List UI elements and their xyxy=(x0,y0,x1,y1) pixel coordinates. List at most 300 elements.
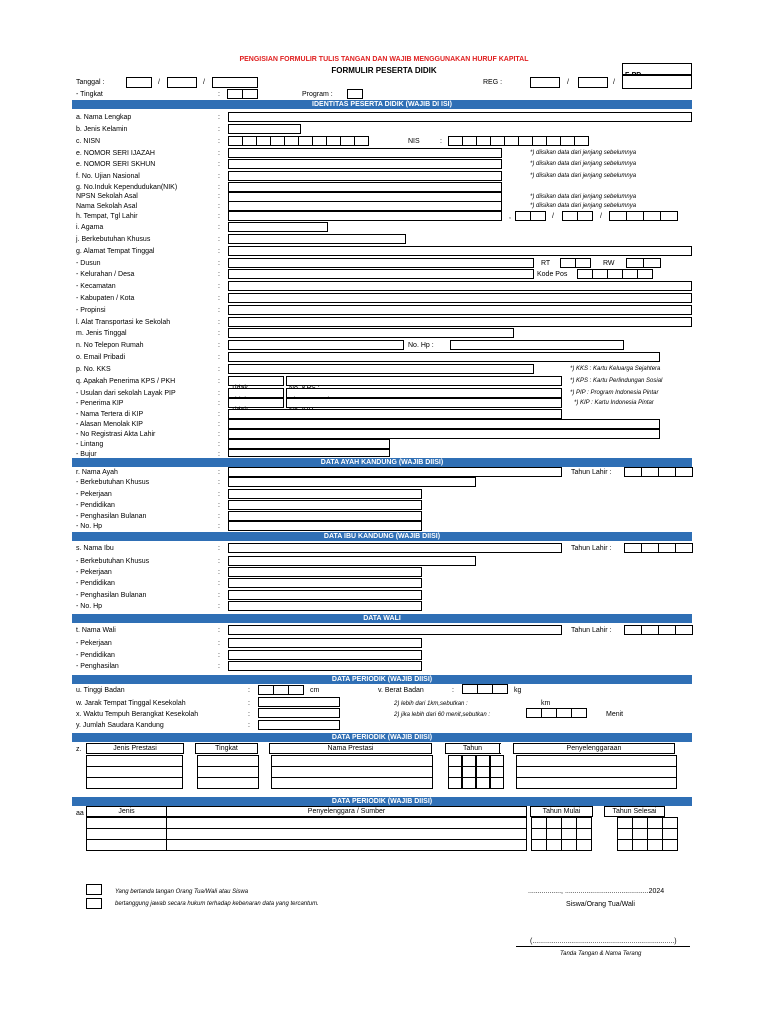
kecamatan-input[interactable] xyxy=(228,281,692,291)
tinggi-input-2[interactable] xyxy=(273,685,289,695)
ibu-label: - Penghasilan Bulanan xyxy=(76,592,147,599)
identitas-label: Nama Sekolah Asal xyxy=(76,203,138,210)
slash: / xyxy=(613,79,615,86)
kodepos-row-cell[interactable] xyxy=(622,269,638,279)
kodepos-label: Kode Pos xyxy=(537,271,568,278)
colon: : xyxy=(218,451,220,458)
nohp-label: No. Hp : xyxy=(408,342,434,349)
section-ibu: DATA IBU KANDUNG (WAJIB DIISI) xyxy=(72,532,692,541)
rw-label: RW xyxy=(603,260,615,267)
note-pip: *) PIP : Program Indonesia Pintar xyxy=(570,390,659,396)
colon: : xyxy=(218,161,220,168)
tanggal-year-input[interactable] xyxy=(212,77,258,88)
propinsi-input[interactable] xyxy=(228,305,692,315)
colon: : xyxy=(218,354,220,361)
colon: : xyxy=(248,722,250,729)
beasiswa-cell[interactable] xyxy=(632,839,648,851)
nis-row-cell[interactable] xyxy=(490,136,505,146)
nisn-row-cell[interactable] xyxy=(298,136,313,146)
nisn-input[interactable] xyxy=(228,136,368,146)
kip-option[interactable] xyxy=(228,398,284,408)
prestasi-cell[interactable] xyxy=(448,777,462,789)
colon: : xyxy=(440,138,442,145)
nama-ibu-input[interactable] xyxy=(228,543,562,553)
form-code-field[interactable] xyxy=(622,75,692,89)
comma: , xyxy=(509,213,511,220)
colon: : xyxy=(218,330,220,337)
nama-lengkap-input[interactable] xyxy=(228,112,692,122)
colon: : xyxy=(218,236,220,243)
reg-input-1[interactable] xyxy=(530,77,560,88)
identitas-label: - Bujur xyxy=(76,451,97,458)
alasan-menolak-input[interactable] xyxy=(228,419,660,429)
wali-label: t. Nama Wali xyxy=(76,627,116,634)
ibu-label: s. Nama Ibu xyxy=(76,545,114,552)
colon: : xyxy=(218,431,220,438)
note-diisi-5: *) diisikan data dari jenjang sebelumnya xyxy=(530,203,637,209)
identitas-label: - Dusun xyxy=(76,260,101,267)
colon: : xyxy=(218,390,220,397)
colon: : xyxy=(218,640,220,647)
ayah-label: r. Nama Ayah xyxy=(76,469,118,476)
wali-label: - Penghasilan xyxy=(76,663,119,670)
beasiswa-header-penyelenggara: Penyelenggara / Sumber xyxy=(167,807,527,817)
alamat-input[interactable] xyxy=(228,246,692,256)
thn-lahir-3[interactable] xyxy=(643,211,661,221)
prestasi-cell[interactable] xyxy=(476,777,490,789)
beasiswa-cell[interactable] xyxy=(166,839,527,851)
prestasi-header-nama: Nama Prestasi xyxy=(270,744,432,754)
identitas-label: p. No. KKS xyxy=(76,366,111,373)
signer-label: Siswa/Orang Tua/Wali xyxy=(566,901,635,908)
nis-row-cell[interactable] xyxy=(546,136,561,146)
colon: : xyxy=(218,411,220,418)
skhun-input[interactable] xyxy=(228,159,502,169)
hp-ibu-input[interactable] xyxy=(228,601,422,611)
tinggi-input-1[interactable] xyxy=(258,685,274,695)
tingkat-label: - Tingkat xyxy=(76,91,103,98)
thn-ayah-4[interactable] xyxy=(675,467,693,477)
nohp-input[interactable] xyxy=(450,340,624,350)
nokps-input[interactable] xyxy=(286,376,562,386)
identitas-label: - Nama Tertera di KIP xyxy=(76,411,144,418)
bln-lahir-2[interactable] xyxy=(577,211,593,221)
colon: : xyxy=(248,700,250,707)
slash: / xyxy=(158,79,160,86)
thn-ayah-1[interactable] xyxy=(624,467,642,477)
alasan-layak-input[interactable] xyxy=(286,388,562,398)
nis-row-cell[interactable] xyxy=(448,136,463,146)
signature-name: (.........................................................................) xyxy=(530,938,677,945)
nis-row-cell[interactable] xyxy=(476,136,491,146)
note-diisi-4: *) diisikan data dari jenjang sebelumnya xyxy=(530,194,637,200)
waktu-note: 2) jika lebih dari 60 menit,sebutkan : xyxy=(394,712,491,718)
dusun-input[interactable] xyxy=(228,258,534,268)
colon: : xyxy=(218,213,220,220)
beasiswa-cell[interactable] xyxy=(546,839,562,851)
colon: : xyxy=(218,400,220,407)
section-periodik-3: DATA PERIODIK (WAJIB DIISI) xyxy=(72,797,692,806)
beasiswa-cell[interactable] xyxy=(86,839,167,851)
thn-lahir-4[interactable] xyxy=(660,211,678,221)
reg-input-2[interactable] xyxy=(578,77,608,88)
thn-lahir-2[interactable] xyxy=(626,211,644,221)
slash: / xyxy=(600,213,602,220)
beasiswa-cell[interactable] xyxy=(647,839,663,851)
colon: : xyxy=(218,421,220,428)
tgl-lahir-1[interactable] xyxy=(515,211,531,221)
nisn-row-cell[interactable] xyxy=(326,136,341,146)
rw-input-1[interactable] xyxy=(626,258,644,268)
sign-date: ................., ...........................................2024 xyxy=(528,888,665,895)
identitas-label: - No Registrasi Akta Lahir xyxy=(76,431,156,438)
kodepos-row-cell[interactable] xyxy=(577,269,593,279)
colon: : xyxy=(218,126,220,133)
saudara-label: y. Jumlah Saudara Kandung xyxy=(76,722,164,729)
prestasi-cell[interactable] xyxy=(86,777,183,789)
penghasilan-ibu-input[interactable] xyxy=(228,590,422,600)
section-wali: DATA WALI xyxy=(72,614,692,623)
form-code-box xyxy=(622,63,692,75)
pekerjaan-wali-input[interactable] xyxy=(228,638,422,648)
ibu-label: - Pekerjaan xyxy=(76,569,112,576)
colon: : xyxy=(218,114,220,121)
identitas-label: - Kabupaten / Kota xyxy=(76,295,135,302)
kodepos-row-cell[interactable] xyxy=(637,269,653,279)
colon: : xyxy=(218,224,220,231)
nis-label: NIS xyxy=(408,138,420,145)
identitas-label: j. Berkebutuhan Khusus xyxy=(76,236,151,243)
jarak-label: w. Jarak Tempat Tinggal Kesekolah xyxy=(76,700,186,707)
tingkat-input-1[interactable] xyxy=(227,89,243,99)
pekerjaan-ibu-input[interactable] xyxy=(228,567,422,577)
berat-input-2[interactable] xyxy=(477,684,493,694)
colon: : xyxy=(218,502,220,509)
bln-lahir-1[interactable] xyxy=(562,211,578,221)
colon: : xyxy=(218,138,220,145)
akta-input[interactable] xyxy=(228,429,660,439)
tanggal-label: Tanggal : xyxy=(76,79,105,86)
lintang-input[interactable] xyxy=(228,439,390,449)
colon: : xyxy=(452,687,454,694)
thn-ibu-4[interactable] xyxy=(675,543,693,553)
ayah-label: - Penghasilan Bulanan xyxy=(76,513,147,520)
bujur-input[interactable] xyxy=(228,449,390,457)
ibu-label: - Berkebutuhan Khusus xyxy=(76,558,150,565)
prestasi-header-penyelenggara: Penyelenggaraan xyxy=(514,744,675,754)
identitas-label: - Kecamatan xyxy=(76,283,116,290)
colon: : xyxy=(218,558,220,565)
thn-wali-2[interactable] xyxy=(641,625,659,635)
nis-row-cell[interactable] xyxy=(574,136,589,146)
colon: : xyxy=(218,663,220,670)
nisn-row-cell[interactable] xyxy=(340,136,355,146)
waktu-label: x. Waktu Tempuh Berangkat Kesekolah xyxy=(76,711,199,718)
beasiswa-header-mulai: Tahun Mulai xyxy=(531,807,593,817)
rt-label: RT xyxy=(541,260,551,267)
thn-ayah-2[interactable] xyxy=(641,467,659,477)
section-identitas: IDENTITAS PESERTA DIDIK (WAJIB DI ISI) xyxy=(72,100,692,109)
ayah-label: - Berkebutuhan Khusus xyxy=(76,479,150,486)
kg-label: kg xyxy=(514,687,522,694)
colon: : xyxy=(218,248,220,255)
section-periodik-1: DATA PERIODIK (WAJIB DIISI) xyxy=(72,675,692,684)
rt-input-2[interactable] xyxy=(575,258,591,268)
nokip-input[interactable] xyxy=(286,398,562,408)
prestasi-table xyxy=(86,743,675,754)
colon: : xyxy=(248,711,250,718)
thn-ibu-1[interactable] xyxy=(624,543,642,553)
thn-wali-3[interactable] xyxy=(658,625,676,635)
identitas-label: q. Apakah Penerima KPS / PKH xyxy=(76,378,176,385)
note-diisi-3: *) diisikan data dari jenjang sebelumnya xyxy=(530,173,637,179)
colon: : xyxy=(218,603,220,610)
identitas-label: NPSN Sekolah Asal xyxy=(76,193,138,200)
rt-input-1[interactable] xyxy=(560,258,576,268)
identitas-label: b. Jenis Kelamin xyxy=(76,126,128,133)
identitas-label: g. Alamat Tempat Tinggal xyxy=(76,248,155,255)
identitas-label: m. Jenis Tinggal xyxy=(76,330,127,337)
colon: : xyxy=(218,203,220,210)
menit-input-4[interactable] xyxy=(571,708,587,718)
ayah-label: - No. Hp xyxy=(76,523,103,530)
tinggi-input-3[interactable] xyxy=(288,685,304,695)
menit-input-3[interactable] xyxy=(556,708,572,718)
nisn-row-cell[interactable] xyxy=(270,136,285,146)
kps-option[interactable] xyxy=(228,376,284,386)
hp-ayah-input[interactable] xyxy=(228,521,422,531)
colon: : xyxy=(218,569,220,576)
ibu-label: - Pendidikan xyxy=(76,580,115,587)
program-input[interactable] xyxy=(347,89,363,99)
thn-wali-4[interactable] xyxy=(675,625,693,635)
nama-kip-input[interactable] xyxy=(228,409,562,419)
beasiswa-header-selesai: Tahun Selesai xyxy=(605,807,665,817)
beasiswa-cell[interactable] xyxy=(617,839,633,851)
tahun-lahir-ayah-label: Tahun Lahir : xyxy=(571,469,612,476)
identitas-label: o. Email Pribadi xyxy=(76,354,126,361)
colon: : xyxy=(218,319,220,326)
pendidikan-ibu-input[interactable] xyxy=(228,578,422,588)
berkebutuhan-ibu-input[interactable] xyxy=(228,556,476,566)
pip-option[interactable] xyxy=(228,388,284,398)
note-kip: *) KIP : Kartu Indonesia Pintar xyxy=(574,400,654,406)
program-label: Program : xyxy=(302,91,333,98)
nisn-row-cell[interactable] xyxy=(256,136,271,146)
nisn-row-cell[interactable] xyxy=(284,136,299,146)
prestasi-cell[interactable] xyxy=(462,777,476,789)
prestasi-header-jenis: Jenis Prestasi xyxy=(87,744,184,754)
identitas-label: - Lintang xyxy=(76,441,104,448)
nis-input[interactable] xyxy=(448,136,588,146)
colon: : xyxy=(218,469,220,476)
rw-input-2[interactable] xyxy=(643,258,661,268)
z-label: z. xyxy=(76,746,82,753)
form-instruction: PENGISIAN FORMULIR TULIS TANGAN DAN WAJIB MENGGUNAKAN HURUF KAPITAL xyxy=(239,56,529,63)
colon: : xyxy=(218,307,220,314)
colon: : xyxy=(218,295,220,302)
colon: : xyxy=(218,342,220,349)
thn-ayah-3[interactable] xyxy=(658,467,676,477)
menit-label: Menit xyxy=(606,711,624,718)
nama-ayah-input[interactable] xyxy=(228,467,562,477)
agree-checkbox-2[interactable] xyxy=(86,898,102,909)
tgl-lahir-2[interactable] xyxy=(530,211,546,221)
tanggal-month-input[interactable] xyxy=(167,77,197,88)
prestasi-cell[interactable] xyxy=(271,777,433,789)
thn-lahir-1[interactable] xyxy=(609,211,627,221)
kodepos-row-cell[interactable] xyxy=(607,269,623,279)
berkebutuhan-ayah-input[interactable] xyxy=(228,477,476,487)
ibu-label: - No. Hp xyxy=(76,603,103,610)
nisn-row-cell[interactable] xyxy=(312,136,327,146)
nisn-row-cell[interactable] xyxy=(242,136,257,146)
jarak-note: 2) lebih dari 1km,sebutkan : xyxy=(394,701,468,707)
transportasi-input[interactable] xyxy=(228,317,692,327)
form-title: FORMULIR PESERTA DIDIK xyxy=(331,66,437,75)
colon: : xyxy=(218,652,220,659)
email-input[interactable] xyxy=(228,352,660,362)
nis-row-cell[interactable] xyxy=(462,136,477,146)
nis-row-cell[interactable] xyxy=(504,136,519,146)
jenis-kelamin-input[interactable] xyxy=(228,124,301,134)
menit-input-2[interactable] xyxy=(541,708,557,718)
identitas-label: l. Alat Transportasi ke Sekolah xyxy=(76,319,171,326)
colon: : xyxy=(218,627,220,634)
signature-caption: Tanda Tangan & Nama Terang xyxy=(560,951,642,957)
colon: : xyxy=(248,687,250,694)
tempat-lahir-input[interactable] xyxy=(228,211,502,221)
identitas-label: i. Agama xyxy=(76,224,104,231)
note-kps: *) KPS : Kartu Perlindungan Sosial xyxy=(570,378,663,384)
pendidikan-ayah-input[interactable] xyxy=(228,500,422,510)
colon: : xyxy=(218,580,220,587)
colon: : xyxy=(218,173,220,180)
nama-wali-input[interactable] xyxy=(228,625,562,635)
tanggal-day-input[interactable] xyxy=(126,77,152,88)
pekerjaan-ayah-input[interactable] xyxy=(228,489,422,499)
colon: : xyxy=(218,184,220,191)
colon: : xyxy=(218,545,220,552)
prestasi-cell[interactable] xyxy=(490,777,504,789)
pendidikan-wali-input[interactable] xyxy=(228,650,422,660)
beasiswa-cell[interactable] xyxy=(531,839,547,851)
agree-checkbox-1[interactable] xyxy=(86,884,102,895)
identitas-label: n. No Telepon Rumah xyxy=(76,342,144,349)
ijazah-input[interactable] xyxy=(228,148,502,158)
identitas-label: f. No. Ujian Nasional xyxy=(76,173,140,180)
colon: : xyxy=(218,193,220,200)
colon: : xyxy=(218,441,220,448)
kodepos-row-cell[interactable] xyxy=(592,269,608,279)
beasiswa-cell[interactable] xyxy=(576,839,592,851)
beasiswa-header-jenis: Jenis xyxy=(87,807,167,817)
tingkat-input-2[interactable] xyxy=(242,89,258,99)
colon: : xyxy=(218,260,220,267)
note-diisi-2: *) diisikan data dari jenjang sebelumnya xyxy=(530,161,637,167)
berat-input-3[interactable] xyxy=(492,684,508,694)
colon: : xyxy=(218,523,220,530)
beasiswa-cell[interactable] xyxy=(561,839,577,851)
penghasilan-ayah-input[interactable] xyxy=(228,511,422,521)
wali-label: - Pendidikan xyxy=(76,652,115,659)
thn-ibu-2[interactable] xyxy=(641,543,659,553)
colon: : xyxy=(218,378,220,385)
nis-row-cell[interactable] xyxy=(532,136,547,146)
kodepos-input[interactable] xyxy=(577,269,652,279)
saudara-input[interactable] xyxy=(258,720,340,730)
note-diisi-1: *) diisikan data dari jenjang sebelumnya xyxy=(530,150,637,156)
kelurahan-input[interactable] xyxy=(228,269,534,279)
nisn-row-cell[interactable] xyxy=(354,136,369,146)
reg-label: REG : xyxy=(483,79,503,86)
identitas-label: - Propinsi xyxy=(76,307,106,314)
nis-row-cell[interactable] xyxy=(560,136,575,146)
prestasi-header-tingkat: Tingkat xyxy=(196,744,258,754)
sekolah-asal-input[interactable] xyxy=(228,201,502,211)
colon: : xyxy=(218,513,220,520)
jarak-input[interactable] xyxy=(258,697,340,707)
identitas-label: g. No.Induk Kependudukan(NIK) xyxy=(76,184,178,191)
identitas-label: c. NISN xyxy=(76,138,101,145)
kabupaten-input[interactable] xyxy=(228,293,692,303)
identitas-label: - Alasan Menolak KIP xyxy=(76,421,143,428)
waktu-input[interactable] xyxy=(258,708,340,718)
prestasi-cell[interactable] xyxy=(197,777,259,789)
beasiswa-cell[interactable] xyxy=(662,839,678,851)
aa-label: aa xyxy=(76,810,84,817)
nis-row-cell[interactable] xyxy=(518,136,533,146)
agama-input[interactable] xyxy=(228,222,328,232)
nik-input[interactable] xyxy=(228,182,502,192)
berkebutuhan-input[interactable] xyxy=(228,234,406,244)
signature-line xyxy=(516,946,690,947)
thn-wali-1[interactable] xyxy=(624,625,642,635)
identitas-label: a. Nama Lengkap xyxy=(76,114,132,121)
berat-input-1[interactable] xyxy=(462,684,478,694)
tahun-lahir-wali-label: Tahun Lahir : xyxy=(571,627,612,634)
identitas-label: - Usulan dari sekolah Layak PIP xyxy=(76,390,176,397)
footer-line-2: bertanggung jawab secara hukum terhadap kebenaran data yang tercantum. xyxy=(115,901,319,907)
slash: / xyxy=(552,213,554,220)
jenis-tinggal-input[interactable] xyxy=(228,328,514,338)
identitas-label: e. NOMOR SERI SKHUN xyxy=(76,161,156,168)
footer-line-1: Yang bertanda tangan Orang Tua/Wali atau Siswa xyxy=(115,889,249,895)
ayah-label: - Pekerjaan xyxy=(76,491,112,498)
colon: : xyxy=(218,150,220,157)
prestasi-cell[interactable] xyxy=(516,777,677,789)
colon: : xyxy=(218,479,220,486)
colon: : xyxy=(218,283,220,290)
kks-input[interactable] xyxy=(228,364,534,374)
km-label: km xyxy=(541,700,551,707)
berat-label: v. Berat Badan xyxy=(378,687,424,694)
wali-label: - Pekerjaan xyxy=(76,640,112,647)
penghasilan-wali-input[interactable] xyxy=(228,661,422,671)
identitas-label: - Kelurahan / Desa xyxy=(76,271,135,278)
telepon-input[interactable] xyxy=(228,340,404,350)
thn-ibu-3[interactable] xyxy=(658,543,676,553)
colon: : xyxy=(218,91,220,98)
identitas-label: e. NOMOR SERI IJAZAH xyxy=(76,150,155,157)
ujian-input[interactable] xyxy=(228,171,502,181)
menit-input-1[interactable] xyxy=(526,708,542,718)
cm-label: cm xyxy=(310,687,320,694)
section-ayah: DATA AYAH KANDUNG (WAJIB DIISI) xyxy=(72,458,692,467)
identitas-label: h. Tempat, Tgl Lahir xyxy=(76,213,138,220)
nisn-row-cell[interactable] xyxy=(228,136,243,146)
colon: : xyxy=(218,366,220,373)
